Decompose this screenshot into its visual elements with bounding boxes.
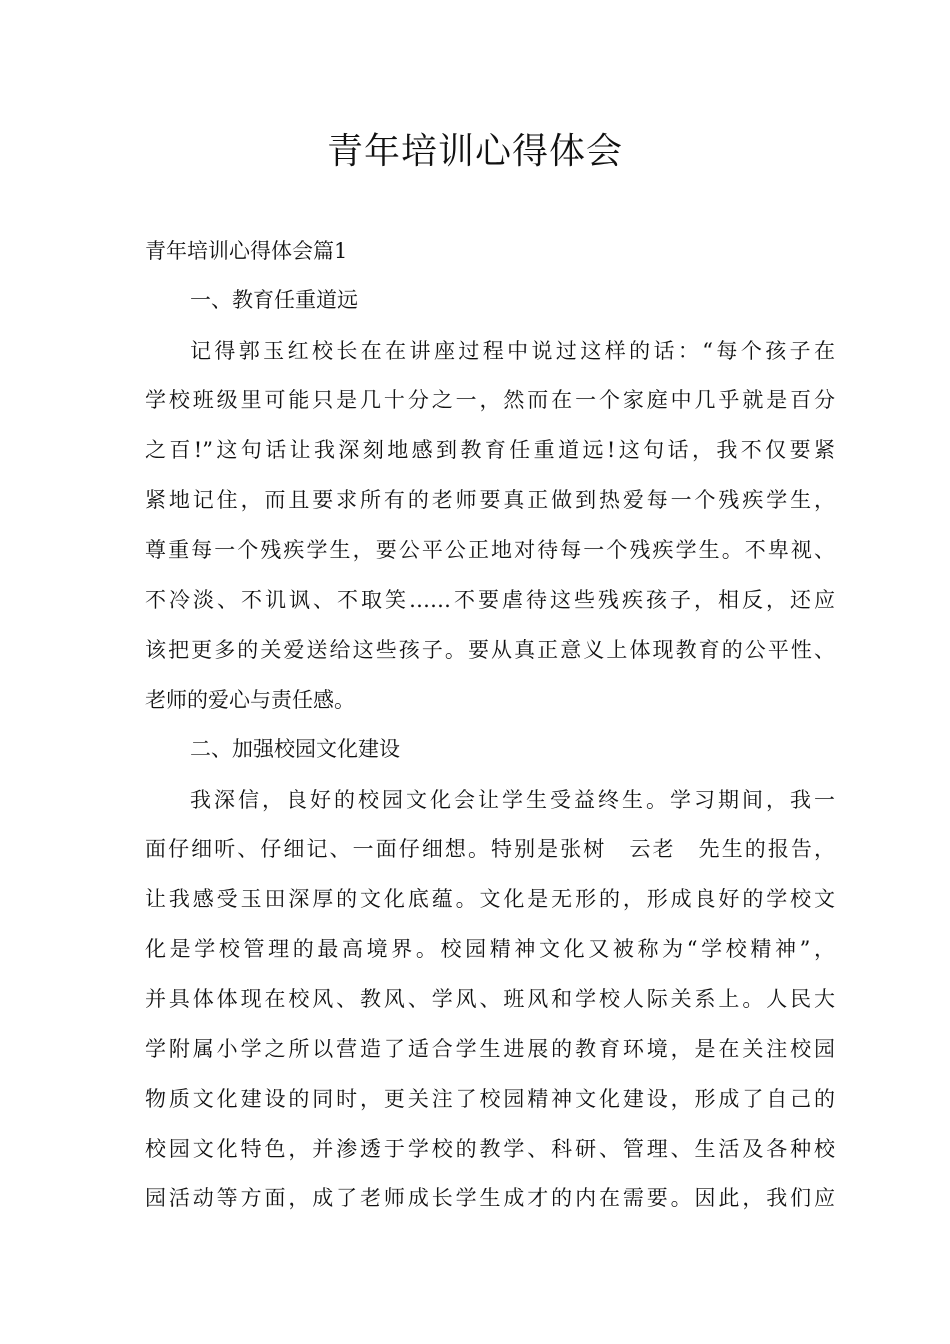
- paragraph-line: 记得郭玉红校长在在讲座过程中说过这样的话：“每个孩子在: [190, 339, 835, 363]
- article-subtitle: 青年培训心得体会篇1: [145, 239, 348, 263]
- paragraph-line: 该把更多的关爱送给这些孩子。要从真正意义上体现教育的公平性、: [145, 638, 835, 662]
- paragraph-line: 紧地记住，而且要求所有的老师要真正做到热爱每一个残疾学生，: [145, 488, 835, 512]
- section-heading-1: 一、教育任重道远: [190, 288, 358, 312]
- paragraph-line: 面仔细听、仔细记、一面仔细想。特别是张树 云老 先生的报告，: [145, 837, 835, 861]
- section-heading-2: 二、加强校园文化建设: [190, 737, 400, 761]
- paragraph-line: 尊重每一个残疾学生，要公平公正地对待每一个残疾学生。不卑视、: [145, 538, 835, 562]
- paragraph-line: 学校班级里可能只是几十分之一，然而在一个家庭中几乎就是百分: [145, 388, 835, 412]
- paragraph-line: 不冷淡、不讥讽、不取笑……不要虐待这些残疾孩子，相反，还应: [145, 588, 835, 612]
- paragraph-line: 我深信，良好的校园文化会让学生受益终生。学习期间，我一: [190, 788, 835, 812]
- paragraph-line: 物质文化建设的同时，更关注了校园精神文化建设，形成了自己的: [145, 1087, 835, 1111]
- document-title: 青年培训心得体会: [326, 131, 623, 172]
- paragraph-line: 之百!”这句话让我深刻地感到教育任重道远!这句话，我不仅要紧: [145, 438, 835, 462]
- paragraph-line: 并具体体现在校风、教风、学风、班风和学校人际关系上。人民大: [145, 987, 835, 1011]
- paragraph-line: 老师的爱心与责任感。: [145, 688, 355, 712]
- paragraph-line: 学附属小学之所以营造了适合学生进展的教育环境，是在关注校园: [145, 1037, 835, 1061]
- paragraph-line: 让我感受玉田深厚的文化底蕴。文化是无形的，形成良好的学校文: [145, 887, 835, 911]
- paragraph-line: 校园文化特色，并渗透于学校的教学、科研、管理、生活及各种校: [145, 1137, 835, 1161]
- paragraph-line: 化是学校管理的最高境界。校园精神文化又被称为“学校精神”，: [145, 937, 835, 961]
- paragraph-line: 园活动等方面，成了老师成长学生成才的内在需要。因此，我们应: [145, 1186, 835, 1210]
